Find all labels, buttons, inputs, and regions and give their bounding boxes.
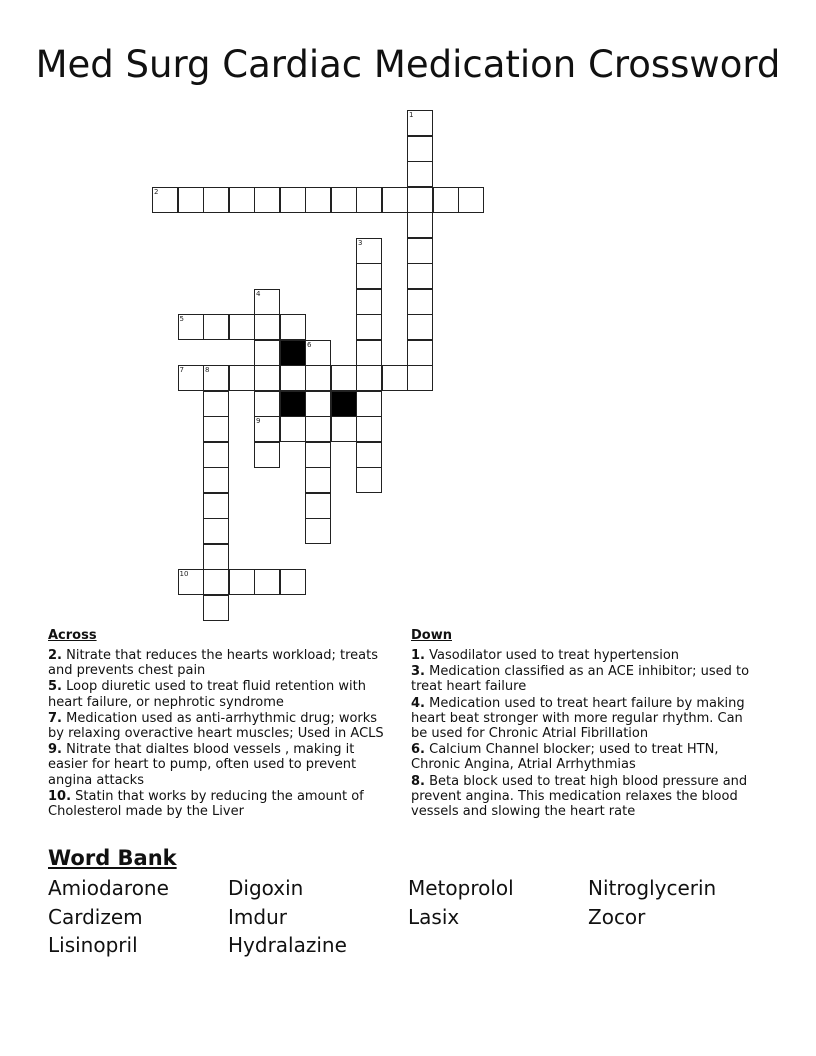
grid-cell[interactable] — [356, 442, 382, 468]
grid-cell[interactable] — [433, 187, 459, 213]
across-clues — [48, 628, 393, 820]
word-bank-list — [48, 874, 788, 960]
grid-cell[interactable] — [407, 263, 433, 289]
clue-number: 10 — [179, 570, 189, 578]
black-cell — [331, 391, 357, 417]
clue-number: 5 — [179, 315, 184, 323]
clue-down-4: 4. Medication used to treat heart failure by making heart beat stronger with more regular rhythm. Can be used for Chronic Atrial Fibrillation — [411, 695, 745, 742]
grid-cell[interactable] — [254, 391, 280, 417]
grid-cell[interactable] — [178, 187, 204, 213]
page-title: Med Surg Cardiac Medication Crossword — [35, 43, 781, 86]
grid-cell[interactable] — [254, 442, 280, 468]
grid-cell[interactable] — [305, 391, 331, 417]
clue-across-5: 5. Loop diuretic used to treat fluid retention with heart failure, or nephrotic syndrome — [48, 679, 366, 710]
grid-cell[interactable] — [407, 289, 433, 315]
grid-cell[interactable] — [305, 187, 331, 213]
grid-cell[interactable] — [203, 187, 229, 213]
grid-cell[interactable] — [356, 340, 382, 366]
grid-cell[interactable] — [407, 314, 433, 340]
grid-cell[interactable] — [356, 238, 382, 264]
grid-cell[interactable] — [382, 187, 408, 213]
grid-cell[interactable] — [203, 314, 229, 340]
grid-cell[interactable] — [305, 340, 331, 366]
grid-cell[interactable] — [280, 314, 306, 340]
clue-down-3: 3. Medication classified as an ACE inhibitor; used to treat heart failure — [411, 664, 750, 695]
grid-cell[interactable] — [254, 289, 280, 315]
clue-number: 3 — [358, 238, 363, 247]
grid-cell[interactable] — [305, 467, 331, 493]
grid-cell[interactable] — [356, 289, 382, 315]
word-bank-word: Nitroglycerin — [588, 876, 717, 900]
grid-cell[interactable] — [407, 365, 433, 391]
clue-across-2: 2. Nitrate that reduces the hearts workload; treats and prevents chest pain — [48, 648, 378, 679]
word-bank-title: Word Bank — [48, 846, 177, 870]
grid-cell[interactable] — [203, 595, 229, 621]
black-cell — [280, 391, 306, 417]
down-heading: Down — [411, 628, 452, 643]
clue-number: 8 — [205, 366, 210, 374]
grid-cell[interactable] — [152, 187, 178, 213]
grid-cell[interactable] — [229, 365, 255, 391]
grid-cell[interactable] — [229, 314, 255, 340]
grid-cell[interactable] — [305, 365, 331, 391]
down-clues — [411, 628, 761, 820]
clue-number: 6 — [307, 340, 312, 349]
grid-cell[interactable] — [229, 569, 255, 595]
grid-cell[interactable] — [407, 340, 433, 366]
grid-cell[interactable] — [280, 416, 306, 442]
black-cell — [280, 340, 306, 366]
grid-cell[interactable] — [254, 314, 280, 340]
clue-down-8: 8. Beta block used to treat high blood pressure and prevent angina. This medication relaxes the blood vessels and slowing the heart rate — [411, 773, 748, 820]
clue-down-1: 1. Vasodilator used to treat hypertension — [411, 648, 680, 663]
grid-cell[interactable] — [407, 187, 433, 213]
grid-cell[interactable] — [254, 365, 280, 391]
word-bank-word: Amiodarone — [48, 876, 169, 900]
word-bank-word: Digoxin — [228, 876, 304, 900]
grid-cell[interactable] — [203, 544, 229, 570]
word-bank-word: Zocor — [588, 904, 646, 929]
grid-cell[interactable] — [356, 263, 382, 289]
clue-down-6: 6. Calcium Channel blocker; used to treat HTN, Chronic Angina, Atrial Arrhythmias — [411, 742, 719, 773]
grid-cell[interactable] — [203, 442, 229, 468]
grid-cell[interactable] — [178, 569, 204, 595]
grid-cell[interactable] — [356, 416, 382, 442]
clue-number: 4 — [256, 289, 261, 298]
clue-across-10: 10. Statin that works by reducing the amount of Cholesterol made by the Liver — [48, 788, 364, 820]
grid-cell[interactable] — [407, 161, 433, 187]
word-bank-word: Metoprolol — [408, 876, 514, 900]
grid-cell[interactable] — [203, 569, 229, 595]
across-heading: Across — [48, 628, 97, 643]
grid-cell[interactable] — [203, 391, 229, 417]
grid-cell[interactable] — [203, 416, 229, 442]
grid-cell[interactable] — [407, 136, 433, 162]
grid-cell[interactable] — [203, 467, 229, 493]
word-bank-word: Hydralazine — [228, 933, 347, 957]
grid-cell[interactable] — [280, 569, 306, 595]
grid-cell[interactable] — [407, 212, 433, 238]
grid-cell[interactable] — [356, 314, 382, 340]
grid-cell[interactable] — [280, 187, 306, 213]
grid-cell[interactable] — [356, 467, 382, 493]
grid-cell[interactable] — [356, 187, 382, 213]
grid-cell[interactable] — [331, 365, 357, 391]
grid-cell[interactable] — [382, 365, 408, 391]
grid-cell[interactable] — [331, 187, 357, 213]
grid-cell[interactable] — [305, 518, 331, 544]
grid-cell[interactable] — [331, 416, 357, 442]
grid-cell[interactable] — [203, 518, 229, 544]
grid-cell[interactable] — [458, 187, 484, 213]
word-bank-word: Imdur — [228, 904, 287, 929]
grid-cell[interactable] — [254, 416, 280, 442]
clue-number: 1 — [409, 111, 414, 119]
grid-cell[interactable] — [356, 391, 382, 417]
clue-number: 9 — [256, 417, 261, 425]
grid-cell[interactable] — [229, 187, 255, 213]
word-bank-word: Lasix — [408, 904, 460, 929]
word-bank — [48, 844, 788, 960]
grid-cell[interactable] — [280, 365, 306, 391]
grid-cell[interactable] — [407, 110, 433, 136]
grid-cell[interactable] — [178, 365, 204, 391]
grid-cell[interactable] — [203, 365, 229, 391]
grid-cell[interactable] — [254, 340, 280, 366]
clue-across-9: 9. Nitrate that dialtes blood vessels , making it easier for heart to pump, often used to prevent angina attacks — [48, 742, 357, 788]
grid-cell[interactable] — [356, 365, 382, 391]
clue-number: 2 — [154, 187, 159, 196]
grid-cell[interactable] — [407, 238, 433, 264]
clue-across-7: 7. Medication used as anti-arrhythmic drug; works by relaxing overactive heart muscles; Used in ACLS — [48, 710, 384, 742]
grid-cell[interactable] — [178, 314, 204, 340]
grid-cell[interactable] — [254, 187, 280, 213]
grid-cell[interactable] — [305, 416, 331, 442]
word-bank-word: Cardizem — [48, 904, 143, 929]
clue-number: 7 — [179, 366, 184, 374]
grid-cell[interactable] — [203, 493, 229, 519]
word-bank-word: Lisinopril — [48, 933, 138, 957]
grid-cell[interactable] — [254, 569, 280, 595]
grid-cell[interactable] — [305, 493, 331, 519]
grid-cell[interactable] — [305, 442, 331, 468]
